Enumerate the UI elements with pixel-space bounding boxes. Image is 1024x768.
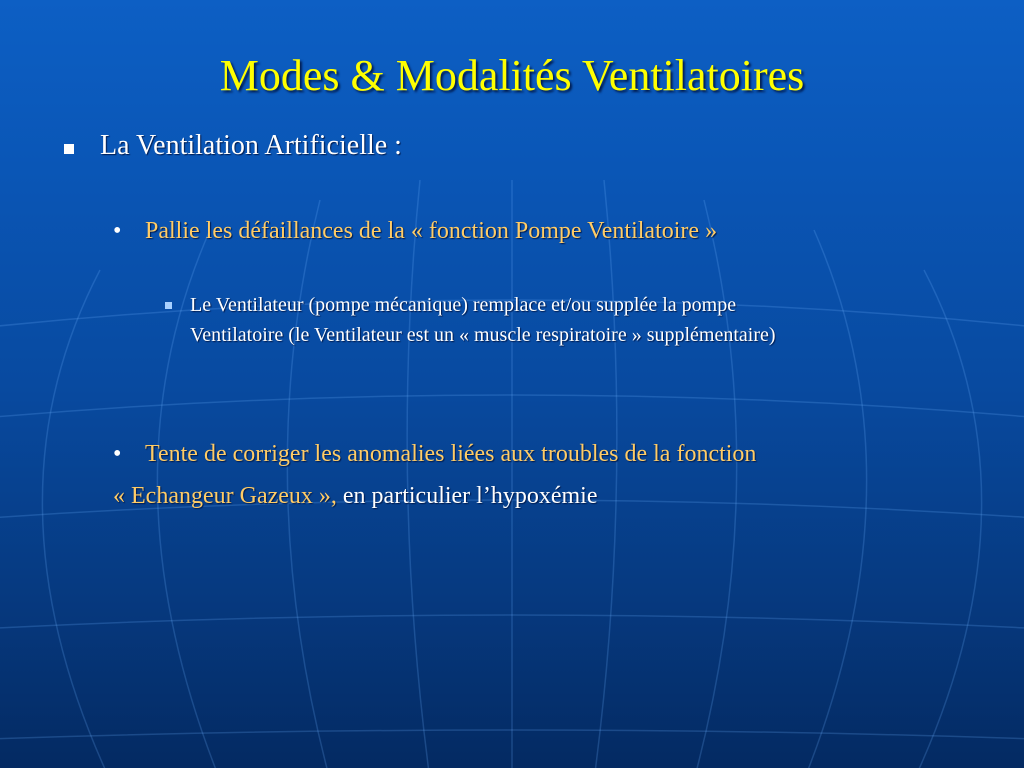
echangeur-gazeux-text: « Echangeur Gazeux », <box>113 483 337 509</box>
bullet-level3-line2: Ventilatoire (le Ventilateur est un « muscle respiratoire » supplémentaire) <box>190 324 776 346</box>
bullet-level3-line1: Le Ventilateur (pompe mécanique) remplace et/ou supplée la pompe <box>190 294 737 316</box>
bullet-level2-text-2-line1: Tente de corriger les anomalies liées aux troubles de la fonction <box>145 441 757 467</box>
bullet-level1-text: La Ventilation Artificielle : <box>100 130 402 161</box>
small-square-bullet-icon <box>165 302 172 309</box>
dot-bullet-icon: • <box>113 441 122 467</box>
bullet-level2-text-1: Pallie les défaillances de la « fonction Pompe Ventilatoire » <box>145 218 718 244</box>
hypoxemie-text: en particulier l’hypoxémie <box>336 483 598 509</box>
bullet-level2-text-2-line2 <box>113 482 597 510</box>
slide-title: Modes & Modalités Ventilatoires <box>219 51 805 100</box>
dot-bullet-icon: • <box>113 218 122 244</box>
square-bullet-icon <box>64 144 74 154</box>
